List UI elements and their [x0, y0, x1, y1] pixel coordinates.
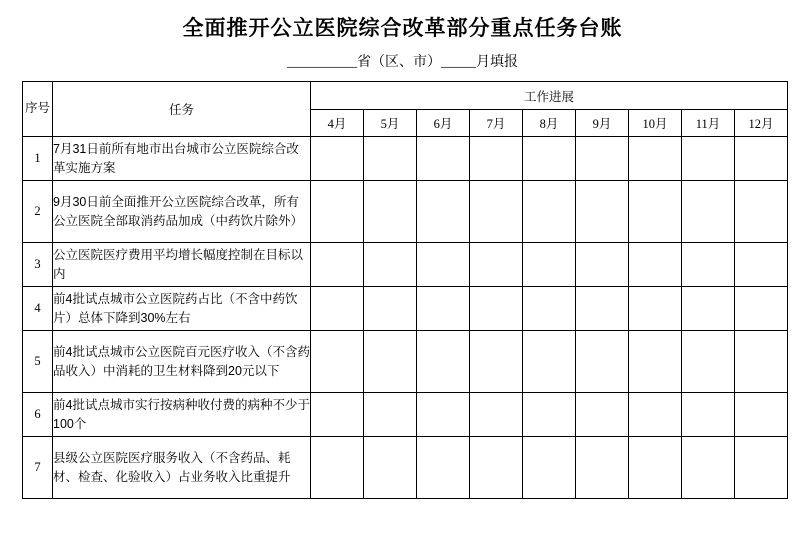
cell-month-12[interactable] [735, 137, 788, 181]
table-row [23, 393, 788, 437]
cell-month-7[interactable] [470, 437, 523, 499]
column-header-progress: 工作进展 [311, 82, 788, 110]
column-header-month-11: 11月 [682, 110, 735, 137]
table-row [23, 331, 788, 393]
task-ledger-table [22, 81, 788, 499]
row-task: 公立医院医疗费用平均增长幅度控制在目标以内 [53, 243, 311, 287]
cell-month-4[interactable] [311, 437, 364, 499]
cell-month-12[interactable] [735, 437, 788, 499]
table-row [23, 137, 788, 181]
cell-month-7[interactable] [470, 137, 523, 181]
cell-month-11[interactable] [682, 243, 735, 287]
cell-month-4[interactable] [311, 243, 364, 287]
column-header-month-4: 4月 [311, 110, 364, 137]
row-task: 前4批试点城市公立医院药占比（不含中药饮片）总体下降到30%左右 [53, 287, 311, 331]
cell-month-5[interactable] [364, 137, 417, 181]
cell-month-11[interactable] [682, 287, 735, 331]
table-row [23, 437, 788, 499]
cell-month-12[interactable] [735, 393, 788, 437]
cell-month-8[interactable] [523, 437, 576, 499]
cell-month-9[interactable] [576, 287, 629, 331]
cell-month-7[interactable] [470, 393, 523, 437]
cell-month-4[interactable] [311, 137, 364, 181]
cell-month-4[interactable] [311, 287, 364, 331]
row-index: 7 [23, 437, 53, 499]
cell-month-12[interactable] [735, 243, 788, 287]
table-row [23, 243, 788, 287]
cell-month-6[interactable] [417, 437, 470, 499]
row-index: 3 [23, 243, 53, 287]
cell-month-5[interactable] [364, 331, 417, 393]
column-header-month-6: 6月 [417, 110, 470, 137]
column-header-month-8: 8月 [523, 110, 576, 137]
cell-month-9[interactable] [576, 137, 629, 181]
cell-month-7[interactable] [470, 287, 523, 331]
row-index: 2 [23, 181, 53, 243]
cell-month-6[interactable] [417, 393, 470, 437]
cell-month-8[interactable] [523, 181, 576, 243]
cell-month-6[interactable] [417, 287, 470, 331]
cell-month-10[interactable] [629, 437, 682, 499]
row-task: 9月30日前全面推开公立医院综合改革，所有公立医院全部取消药品加成（中药饮片除外） [53, 181, 311, 243]
cell-month-5[interactable] [364, 393, 417, 437]
column-header-month-12: 12月 [735, 110, 788, 137]
cell-month-11[interactable] [682, 331, 735, 393]
cell-month-4[interactable] [311, 331, 364, 393]
column-header-month-5: 5月 [364, 110, 417, 137]
cell-month-7[interactable] [470, 331, 523, 393]
cell-month-11[interactable] [682, 181, 735, 243]
row-task: 前4批试点城市公立医院百元医疗收入（不含药品收入）中消耗的卫生材料降到20元以下 [53, 331, 311, 393]
row-index: 5 [23, 331, 53, 393]
column-header-task: 任务 [53, 82, 311, 137]
cell-month-9[interactable] [576, 331, 629, 393]
cell-month-12[interactable] [735, 287, 788, 331]
row-task: 县级公立医院医疗服务收入（不含药品、耗材、检查、化验收入）占业务收入比重提升 [53, 437, 311, 499]
cell-month-4[interactable] [311, 181, 364, 243]
cell-month-6[interactable] [417, 181, 470, 243]
column-header-month-7: 7月 [470, 110, 523, 137]
cell-month-10[interactable] [629, 287, 682, 331]
cell-month-5[interactable] [364, 437, 417, 499]
page-subtitle: __________省（区、市）_____月填报 [287, 55, 518, 70]
cell-month-11[interactable] [682, 437, 735, 499]
cell-month-11[interactable] [682, 393, 735, 437]
cell-month-7[interactable] [470, 243, 523, 287]
cell-month-10[interactable] [629, 181, 682, 243]
cell-month-5[interactable] [364, 243, 417, 287]
table-body [23, 137, 788, 499]
cell-month-7[interactable] [470, 181, 523, 243]
column-header-month-9: 9月 [576, 110, 629, 137]
cell-month-8[interactable] [523, 287, 576, 331]
cell-month-8[interactable] [523, 137, 576, 181]
cell-month-10[interactable] [629, 137, 682, 181]
cell-month-10[interactable] [629, 243, 682, 287]
cell-month-8[interactable] [523, 243, 576, 287]
cell-month-11[interactable] [682, 137, 735, 181]
column-header-index: 序号 [23, 82, 53, 137]
cell-month-6[interactable] [417, 331, 470, 393]
row-task: 7月31日前所有地市出台城市公立医院综合改革实施方案 [53, 137, 311, 181]
cell-month-10[interactable] [629, 331, 682, 393]
row-index: 1 [23, 137, 53, 181]
table-row [23, 181, 788, 243]
cell-month-8[interactable] [523, 393, 576, 437]
table-container [0, 81, 805, 499]
page-title: 全面推开公立医院综合改革部分重点任务台账 [182, 16, 623, 40]
cell-month-9[interactable] [576, 437, 629, 499]
table-row [23, 287, 788, 331]
cell-month-12[interactable] [735, 181, 788, 243]
cell-month-9[interactable] [576, 243, 629, 287]
row-index: 6 [23, 393, 53, 437]
cell-month-10[interactable] [629, 393, 682, 437]
column-header-month-10: 10月 [629, 110, 682, 137]
document-page [0, 12, 805, 540]
cell-month-9[interactable] [576, 393, 629, 437]
cell-month-4[interactable] [311, 393, 364, 437]
cell-month-12[interactable] [735, 331, 788, 393]
cell-month-6[interactable] [417, 137, 470, 181]
cell-month-9[interactable] [576, 181, 629, 243]
cell-month-5[interactable] [364, 181, 417, 243]
cell-month-8[interactable] [523, 331, 576, 393]
cell-month-6[interactable] [417, 243, 470, 287]
cell-month-5[interactable] [364, 287, 417, 331]
table-header [23, 82, 788, 137]
row-task: 前4批试点城市实行按病种收付费的病种不少于100个 [53, 393, 311, 437]
row-index: 4 [23, 287, 53, 331]
header-row-top [23, 82, 788, 110]
